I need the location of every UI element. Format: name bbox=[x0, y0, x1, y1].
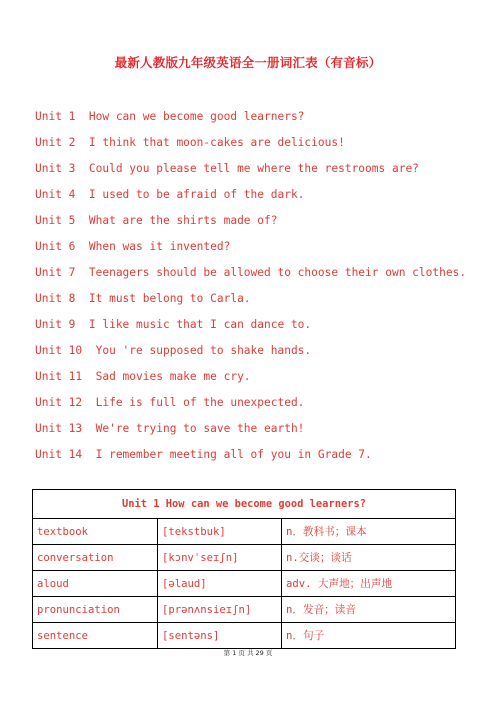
meaning-cell: n．教科书；课本 bbox=[282, 519, 456, 545]
word-cell: pronunciation bbox=[33, 597, 158, 623]
unit-line-8: Unit 8 It must belong to Carla. bbox=[35, 292, 251, 305]
table-header-row bbox=[33, 490, 456, 519]
phonetic-cell: [prənʌnsieɪʃn] bbox=[158, 597, 282, 623]
unit-line-5: Unit 5 What are the shirts made of? bbox=[35, 214, 278, 227]
meaning-cell: adv. 大声地；出声地 bbox=[282, 571, 456, 597]
unit-line-1: Unit 1 How can we become good learners? bbox=[35, 110, 305, 123]
unit-list bbox=[35, 104, 466, 468]
phonetic-cell: [əlaud] bbox=[158, 571, 282, 597]
meaning-cell: n．发音；读音 bbox=[282, 597, 456, 623]
word-cell: aloud bbox=[33, 571, 158, 597]
table-row bbox=[33, 623, 456, 649]
unit-line-4: Unit 4 I used to be afraid of the dark. bbox=[35, 188, 305, 201]
phonetic-cell: [kɔnvˈseɪʃn] bbox=[158, 545, 282, 571]
table-row bbox=[33, 571, 456, 597]
vocabulary-table bbox=[32, 489, 456, 649]
unit-line-7: Unit 7 Teenagers should be allowed to choose their own clothes. bbox=[35, 266, 467, 279]
unit-line-14: Unit 14 I remember meeting all of you in Grade 7. bbox=[35, 448, 372, 461]
page-footer: 第 1 页 共 29 页 bbox=[223, 649, 273, 657]
meaning-cell: n.交谈；谈话 bbox=[282, 545, 456, 571]
unit-line-10: Unit 10 You 're supposed to shake hands. bbox=[35, 344, 312, 357]
word-cell: conversation bbox=[33, 545, 158, 571]
unit-line-9: Unit 9 I like music that I can dance to. bbox=[35, 318, 312, 331]
unit-line-11: Unit 11 Sad movies make me cry. bbox=[35, 370, 251, 383]
unit-line-12: Unit 12 Life is full of the unexpected. bbox=[35, 396, 305, 409]
table-row bbox=[33, 519, 456, 545]
meaning-cell: n．句子 bbox=[282, 623, 456, 649]
phonetic-cell: [sentəns] bbox=[158, 623, 282, 649]
unit-line-3: Unit 3 Could you please tell me where the restrooms are? bbox=[35, 162, 419, 175]
word-cell: sentence bbox=[33, 623, 158, 649]
word-cell: textbook bbox=[33, 519, 158, 545]
table-header: Unit 1 How can we become good learners? bbox=[33, 490, 456, 519]
unit-line-13: Unit 13 We're trying to save the earth! bbox=[35, 422, 305, 435]
unit-line-6: Unit 6 When was it invented? bbox=[35, 240, 231, 253]
table-row bbox=[33, 597, 456, 623]
unit-line-2: Unit 2 I think that moon-cakes are delicious! bbox=[35, 136, 345, 149]
phonetic-cell: [tekstbuk] bbox=[158, 519, 282, 545]
document-title: 最新人教版九年级英语全一册词汇表（有音标） bbox=[114, 55, 382, 70]
table-row bbox=[33, 545, 456, 571]
